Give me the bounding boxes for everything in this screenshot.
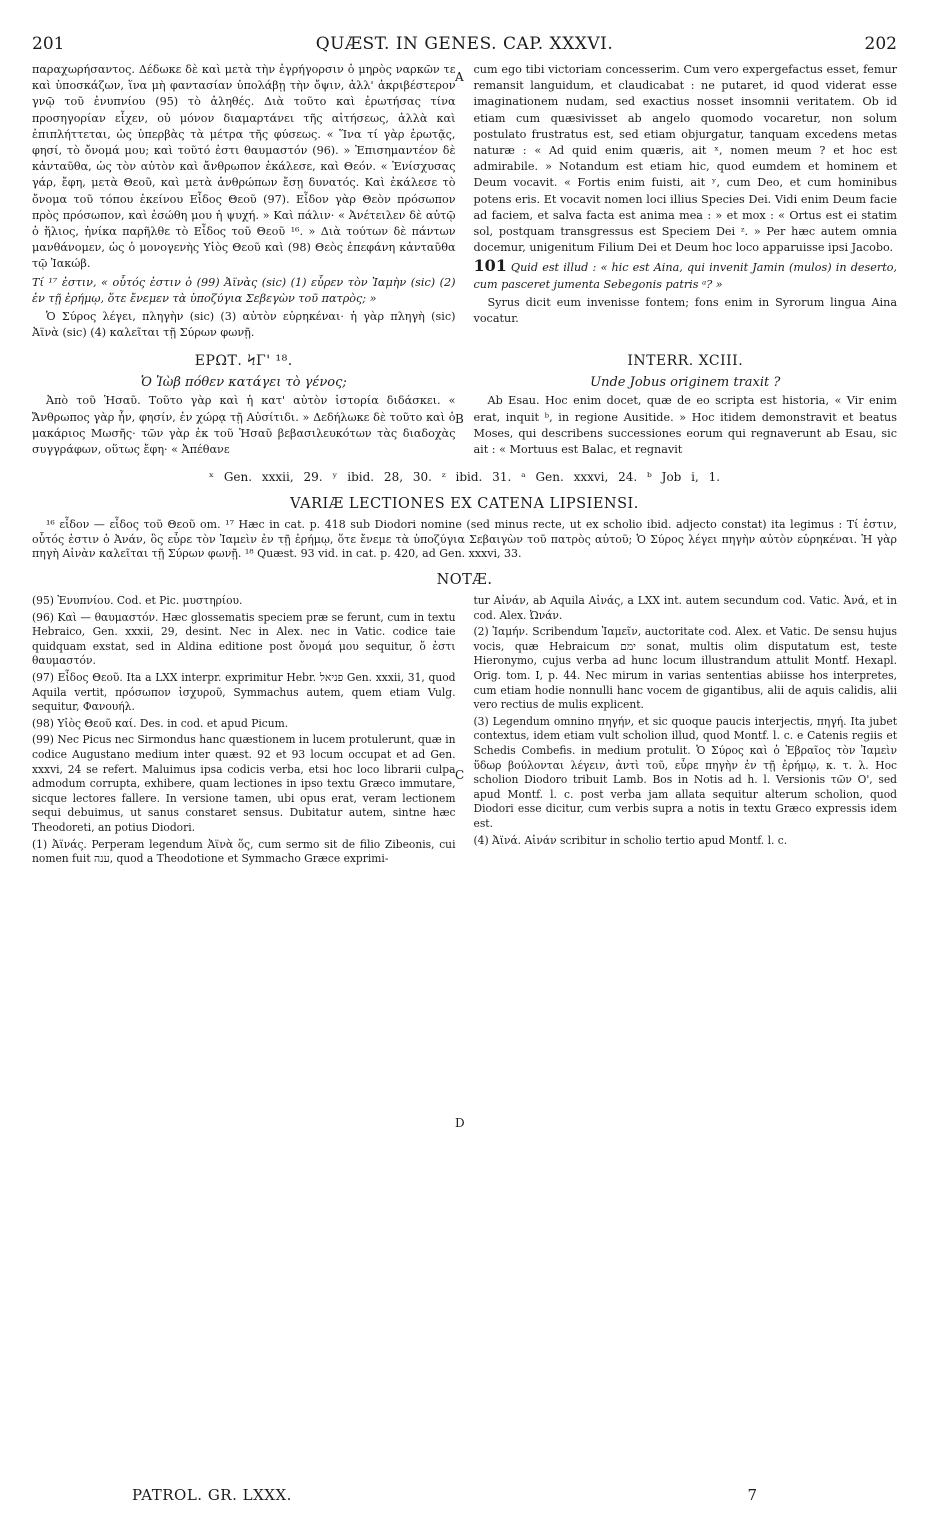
notes-left-column	[32, 594, 456, 869]
note: (2) Ἰαμήν. Scribendum Ἰαμεῖν, auctoritate cod. Alex. et Vatic. De sensu hujus vocis, quæ Hebraicum ימם sonat, multis olim disputatum est, teste Hieronymo, cujus verba ad hunc locum illustrandum attulit Montf. Hexapl. Orig. tom. I, p. 44. Nec mirum in varias sententias abiisse hos interpretes, cum etiam hodie nonnulli hanc vocem de gigantibus, alii de aquis calidis, alii vero rectius de mulis explicent.	[473, 625, 898, 712]
notae-title: NOTÆ.	[436, 572, 493, 589]
notes-columns	[32, 594, 897, 869]
latin-section-text: Ab Esau. Hoc enim docet, quæ de eo scripta est historia, « Vir enim erat, inquit ᵇ, in regione Ausitide. » Hoc itidem demonstravit et beatus Moses, qui describens successiones eorum qui regnaverunt ab Esau, sic ait : « Mortuus est Balac, et regnavit	[473, 394, 897, 457]
latin-answer: Syrus dicit eum invenisse fontem; fons enim in Syrorum lingua Aina vocatur.	[473, 295, 897, 326]
note: (3) Legendum omnino πηγήν, et sic quoque paucis interjectis, πηγή. Ita jubet contextus, idem etiam vult scholion illud, quod Montf. l. c. e Catenis regiis et Schedis Combefis. in medium protulit. Ὁ Σύρος καὶ ὁ Ἑβραῖος τὸν Ἰαμεὶν ὕδωρ βούλονται λέγειν, ἀντὶ τοῦ, εὗρε πηγὴν ἐν τῇ ἐρήμῳ, κ. τ. λ. Hoc scholion Diodoro tribuit Lamb. Bos in Notis ad h. l. Versionis τῶν Ο', sed apud Montf. l. c. post verba jam allata sequitur alterum scholion, quod Diodori esse dicitur, cum verbis supra a notis in textu Græco expressis idem est.	[473, 714, 897, 830]
page-number-right: 202	[864, 34, 897, 54]
greek-answer: Ὁ Σύρος λέγει, πληγὴν (sic) (3) αὐτὸν εὑρηκέναι· ἡ γὰρ πληγὴ (sic) Ἀϊνὰ (sic) (4) καλεῖται τῇ Σύρων φωνῇ.	[32, 310, 456, 340]
greek-section-text: Ἀπὸ τοῦ Ἡσαῦ. Τοῦτο γὰρ καὶ ἡ κατ' αὐτὸν ἱστορία διδάσκει. « Ἄνθρωπος γὰρ ἦν, φησίν, ἐν χώρᾳ τῇ Αὐσίτιδι. » Δεδήλωκε δὲ τοῦτο καὶ ὁ μακάριος Μωσῆς· τῶν γὰρ ἐκ τοῦ Ἡσαῦ βεβασιλευκότων τὰς διαδοχὰς συγγράφων, οὕτως ἔφη· « Ἀπέθανε	[32, 394, 456, 457]
section-columns	[32, 393, 897, 460]
running-title: QUÆST. IN GENES. CAP. XXXVI.	[315, 34, 614, 54]
latin-column	[474, 62, 898, 343]
note: (95) Ἐνυπνίου. Cod. et Pic. μυστηρίου.	[32, 594, 243, 608]
latin-section-heading: INTERR. XCIII.	[627, 353, 744, 370]
note: (98) Υἱὸς Θεοῦ καί. Des. in cod. et apud Picum.	[32, 716, 289, 730]
notes-right-column	[474, 594, 898, 869]
greek-section-question: Ὁ Ἰὼβ πόθεν κατάγει τὸ γένος;	[140, 375, 347, 391]
variae-text: ¹⁶ εἶδον — εἶδος τοῦ Θεοῦ om. ¹⁷ Hæc in cat. p. 418 sub Diodori nomine (sed minus recte, ut ex scholio ibid. adjecto constat) ita legimus : Τί ἐστιν, οὗτός ἐστιν ὁ Ἀνάν, ὃς εὗρε τὸν Ἰαμεὶν ἐν τῇ ἐρήμῳ, ὅτε ἔνεμε τὰ ὑποζύγια Σεβαιγὼν τοῦ πατρὸς αὐτοῦ; Ὁ Σύρος λέγει πηγὴν αὐτὸν εὑρηκέναι. Ἡ γὰρ πηγὴ Αἰνὰν καλεῖται τῇ Σύρων φωνῇ. ¹⁸ Quæst. 93 vid. in cat. p. 420, ad Gen. xxxvi, 33.	[32, 518, 897, 561]
greek-column	[32, 62, 456, 343]
latin-question: Quid est illud : « hic est Aina, qui invenit Jamin (mulos) in deserto, cum pasceret jumenta Sebegonis patris ᵃ? »	[473, 261, 897, 291]
footer-number: 7	[747, 1486, 757, 1504]
greek-paragraph: παραχωρήσαντος. Δέδωκε δὲ καὶ μετὰ τὴν ἐγρήγορσιν ὁ μηρὸς ναρκῶν τε καὶ ὑποσκάζων, ἵνα μὴ φαντασίαν ὑπολάβῃ τὴν ὄψιν, ἀλλ' ἀκριβέστερον γνῷ τοῦ ἐνυπνίου (95) τὸ ἀληθές. Διὰ τοῦτο καὶ ἐρωτήσας τίνα προσηγορίαν εἶχεν, οὐ μόνον διαμαρτάνει τῆς αἰτήσεως, ἀλλὰ καὶ ἐπιπλήττεται, ὡς ὑπερβὰς τὰ μέτρα τῆς φύσεως. « Ἵνα τί γὰρ ἐρωτᾷς, φησί, τὸ ὄνομά μου; καὶ τοῦτό ἐστι θαυμαστόν (96). » Ἐπισημαντέον δὲ κἀνταῦθα, ὡς τὸν αὐτὸν καὶ ἄνθρωπον ἐκάλεσε, καὶ Θεόν. « Ἐνίσχυσας γάρ, ἔφη, μετὰ Θεοῦ, καὶ μετὰ ἀνθρώπων ἔσῃ δυνατός. Καὶ ἐκάλεσε τὸ ὄνομα τοῦ τόπου ἐκείνου Εἶδος Θεοῦ (97). Εἶδον γὰρ Θεὸν πρόσωπον πρὸς πρόσωπον, καὶ ἐσώθη μου ἡ ψυχή. » Καὶ πάλιν· « Ἀνέτειλεν δὲ αὐτῷ ὁ ἥλιος, ἡνίκα παρῆλθε τὸ Εἶδος τοῦ Θεοῦ ¹⁶. » Διὰ τούτων δὲ πάντων μανθάνομεν, ὡς ὁ μονογενὴς Υἱὸς Θεοῦ καὶ (98) Θεὸς ἐπεφάνη κἀνταῦθα τῷ Ἰακώβ.	[32, 63, 456, 271]
variae-title: VARIÆ LECTIONES EX CATENA LIPSIENSI.	[290, 496, 639, 513]
latin-question-block	[474, 258, 898, 292]
margin-letter-b: B	[455, 412, 464, 426]
latin-section-question: Unde Jobus originem traxit ?	[590, 375, 781, 391]
greek-question: Τί ¹⁷ ἐστιν, « οὗτός ἐστιν ὁ (99) Ἀϊνὰς (sic) (1) εὗρεν τὸν Ἰαμὴν (sic) (2) ἐν τῇ ἐρήμῳ, ὅτε ἔνεμεν τὰ ὑποζύγια Σεβεγὼν τοῦ πατρὸς; »	[32, 275, 456, 305]
note: (99) Nec Picus nec Sirmondus hanc quæstionem in lucem protulerunt, quæ in codice Augustano medium inter quæst. 92 et 93 locum occupat et ad Gen. xxxvi, 24 se refert. Maluimus ipsa codicis verba, etsi hoc loco librarii culpa admodum corrupta, exhibere, quam lectiones in ipso textu Græco immutare, sicque lectores fallere. In versione tamen, ubi opus erat, veram lectionem sequi debuimus, ut sanus constaret sensus. Dubitatur autem, sintne hæc Theodoreti, an potius Diodori.	[32, 733, 456, 834]
top-columns	[32, 62, 897, 343]
note: tur Αἰνάν, ab Aquila Αἰνάς, a LXX int. autem secundum cod. Vatic. Ἀνά, et in cod. Alex. Ὠνάν.	[473, 594, 897, 622]
scripture-references: ˣ Gen. xxxii, 29. ʸ ibid. 28, 30. ᶻ ibid. 31. ᵃ Gen. xxxvi, 24. ᵇ Job i, 1.	[208, 470, 721, 485]
note: (1) Ἀϊνάς. Perperam legendum Ἀϊνὰ ὅς, cum sermo sit de filio Zibeonis, cui nomen fuit ענה, quod a Theodotione et Symmacho Græce exprimi-	[32, 837, 456, 866]
greek-section-column	[32, 393, 456, 460]
latin-paragraph: cum ego tibi victoriam concesserim. Cum vero expergefactus esset, femur remansit languidum, et claudicabat : ne putaret, id quod viderat esse imaginationem nudam, sed exactius nosset insomnii veritatem. Ob id etiam cum quæsivisset ab angelo quomodo vocaretur, non solum postulato frustratus est, sed etiam objurgatur, tanquam excedens metas naturæ : « Ad quid enim quæris, ait ˣ, nomen meum ? et hoc est admirabile. » Notandum est etiam hic, quod eumdem et hominem et Deum vocavit. « Fortis enim fuisti, ait ʸ, cum Deo, et cum hominibus potens eris. Et vocavit nomen loci illius Species Dei. Vidi enim Deum facie ad faciem, et salva facta est anima mea : » et mox : « Ortus est ei statim sol, postquam transgressus est Speciem Dei ᶻ. » Per hæc autem omnia docemur, unigenitum Filium Dei et Deum hoc loco apparuisse ipsi Jacobo.	[473, 63, 897, 255]
greek-section-heading: ΕΡΩΤ. ϞΓ' ¹⁸.	[194, 353, 293, 370]
section-headings	[32, 353, 897, 369]
footer-signature: PATROL. GR. LXXX.	[132, 1486, 292, 1504]
margin-letter-d: D	[455, 1116, 465, 1130]
section-subheadings	[32, 375, 897, 390]
margin-letter-c: C	[455, 768, 465, 782]
note: (97) Εἶδος Θεοῦ. Ita a LXX interpr. exprimitur Hebr. פניאל Gen. xxxii, 31, quod Aquila vertit, πρόσωπον ἰσχυροῦ, Symmachus autem, quem etiam Vulg. sequitur, Φανουήλ.	[32, 671, 456, 714]
page-number-left: 201	[32, 34, 65, 54]
note: (4) Ἀϊνά. Αἰνάν scribitur in scholio tertio apud Montf. l. c.	[473, 833, 788, 847]
note: (96) Καὶ — θαυμαστόν. Hæc glossematis speciem præ se ferunt, cum in textu Hebraico, Gen. xxxii, 29, desint. Nec in Alex. nec in Vatic. codice taie quidquam exstat, sed in Aldina editione post ὄνομά μου sequitur, ὅ ἐστι θαυμαστόν.	[32, 610, 456, 668]
margin-letter-a: A	[455, 70, 464, 84]
latin-section-column	[474, 393, 898, 460]
page-footer	[32, 1486, 897, 1504]
question-number: 101	[473, 256, 507, 276]
running-header	[32, 34, 897, 54]
